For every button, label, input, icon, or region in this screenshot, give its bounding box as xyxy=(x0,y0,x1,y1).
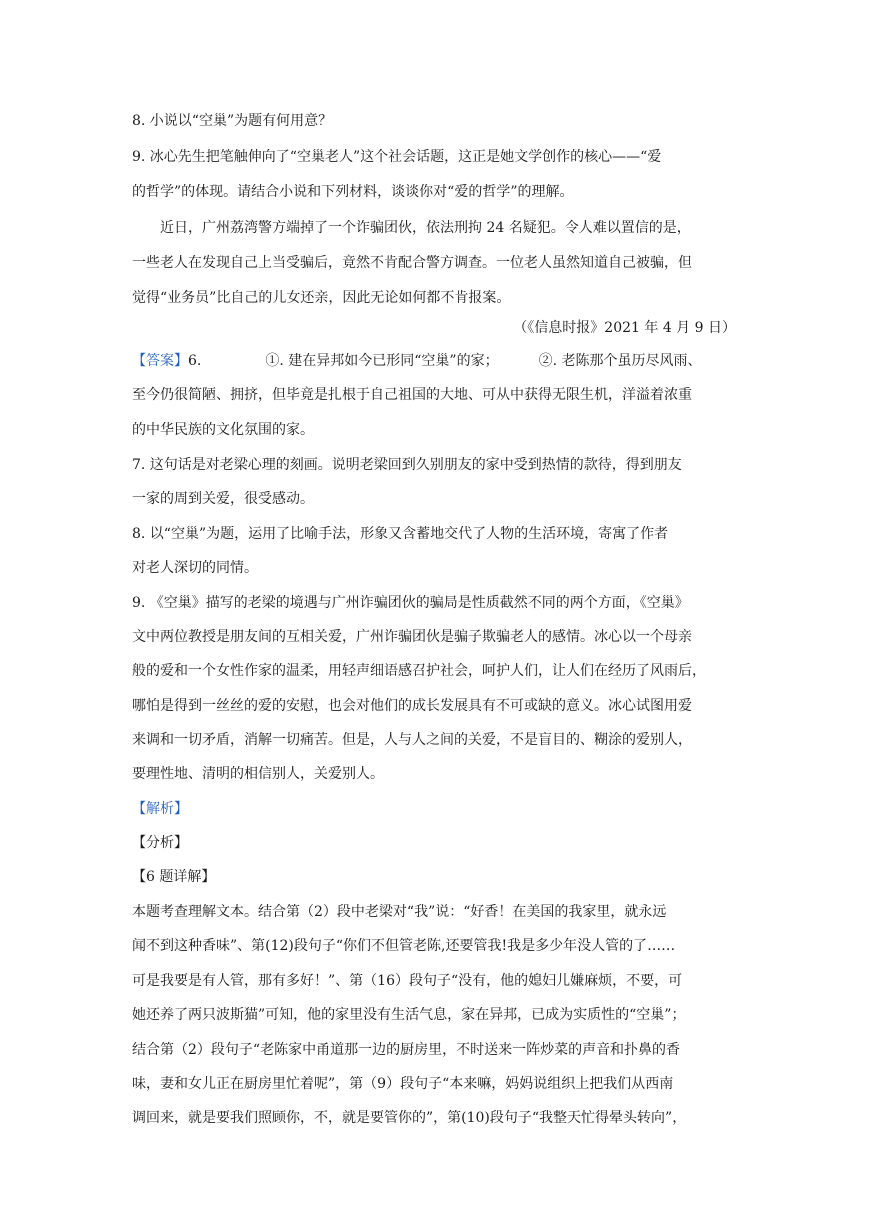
answer-9-line-4: 哪怕是得到一丝丝的爱的安慰，也会对他们的成长发展具有不可或缺的意义。冰心试图用爱 xyxy=(132,698,692,714)
q6-detail-heading: 【6 题详解】 xyxy=(132,869,216,885)
analysis-line-2: 闻不到这种香味”、第(12)段句子“你们不但管老陈,还要管我!我是多少年没人管的了…… xyxy=(132,938,676,954)
analysis-line-5: 结合第（2）段句子“老陈家中甬道那一边的厨房里，不时送来一阵炒菜的声音和扑鼻的香 xyxy=(132,1042,681,1058)
material-line-3: 觉得“业务员”比自己的儿女还亲，因此无论如何都不肯报案。 xyxy=(132,290,511,306)
answer-8-line-2: 对老人深切的同情。 xyxy=(132,560,258,576)
answer-9-line-2: 文中两位教授是朋友间的互相关爱，广州诈骗团伙是骗子欺骗老人的感情。冰心以一个母亲 xyxy=(132,629,692,645)
answer-7-line-1: 7. 这句话是对老梁心理的刻画。说明老梁回到久别朋友的家中受到热情的款待，得到朋友 xyxy=(132,457,682,473)
fenxi-heading: 【分析】 xyxy=(132,835,188,851)
analysis-line-6: 味，妻和女儿正在厨房里忙着呢”，第（9）段句子“本来嘛，妈妈说组织上把我们从西南 xyxy=(132,1076,674,1092)
analysis-line-3: 可是我要是有人管，那有多好！”、第（16）段句子“没有，他的媳妇儿嫌麻烦，不要，可 xyxy=(132,973,683,989)
analysis-line-4: 她还养了两只波斯猫”可知，他的家里没有生活气息，家在异邦，已成为实质性的“空巢”； xyxy=(132,1007,686,1023)
analysis-line-7: 调回来，就是要我们照顾你，不，就是要管你的”，第(10)段句子“我整天忙得晕头转向”， xyxy=(132,1110,687,1126)
material-source: （《信息时报》2021 年 4 月 9 日） xyxy=(513,320,736,336)
answer-6-item-2: ②. 老陈那个虽历尽风雨、 xyxy=(538,353,702,369)
material-line-1: 近日，广州荔湾警方端掉了一个诈骗团伙，依法刑拘 24 名疑犯。令人难以置信的是， xyxy=(160,220,691,236)
answer-9-line-5: 来调和一切矛盾，消解一切痛苦。但是，人与人之间的关爱，不是盲目的、糊涂的爱别人， xyxy=(132,732,692,748)
answer-9-line-3: 般的爱和一个女性作家的温柔，用轻声细语感召护社会，呵护人们，让人们在经历了风雨后， xyxy=(132,663,706,679)
question-9-line-2: 的哲学”的体现。请结合小说和下列材料，谈谈你对“爱的哲学”的理解。 xyxy=(132,184,574,200)
answer-8-line-1: 8. 以“空巢”为题，运用了比喻手法，形象又含蓄地交代了人物的生活环境，寄寓了作者 xyxy=(132,526,669,542)
answer-6-number: 6. xyxy=(188,353,202,369)
analysis-line-1: 本题考查理解文本。结合第（2）段中老梁对“我”说：“好香！在美国的我家里，就永远 xyxy=(132,904,667,920)
question-8: 8. 小说以“空巢”为题有何用意？ xyxy=(132,113,333,129)
answer-6-line-1 xyxy=(132,351,701,371)
answer-9-line-6: 要理性地、清明的相信别人，关爱别人。 xyxy=(132,766,384,782)
question-9-line-1: 9. 冰心先生把笔触伸向了“空巢老人”这个社会话题，这正是她文学创作的核心——“爱 xyxy=(132,149,662,165)
answer-6-line-2: 至今仍很简陋、拥挤，但毕竟是扎根于自己祖国的大地、可从中获得无限生机，洋溢着浓重 xyxy=(132,387,692,403)
answer-6-line-3: 的中华民族的文化氛围的家。 xyxy=(132,422,314,438)
answer-7-line-2: 一家的周到关爱，很受感动。 xyxy=(132,491,314,507)
answer-9-line-1: 9. 《空巢》描写的老梁的境遇与广州诈骗团伙的骗局是性质截然不同的两个方面，《空巢》 xyxy=(132,595,689,611)
answer-tag: 【答案】 xyxy=(132,353,188,369)
answer-6-item-1: ①. 建在异邦如今已形同“空巢”的家； xyxy=(265,353,499,369)
material-line-2: 一些老人在发现自己上当受骗后，竟然不肯配合警方调查。一位老人虽然知道自己被骗，但 xyxy=(132,255,692,271)
analysis-tag: 【解析】 xyxy=(132,801,188,817)
